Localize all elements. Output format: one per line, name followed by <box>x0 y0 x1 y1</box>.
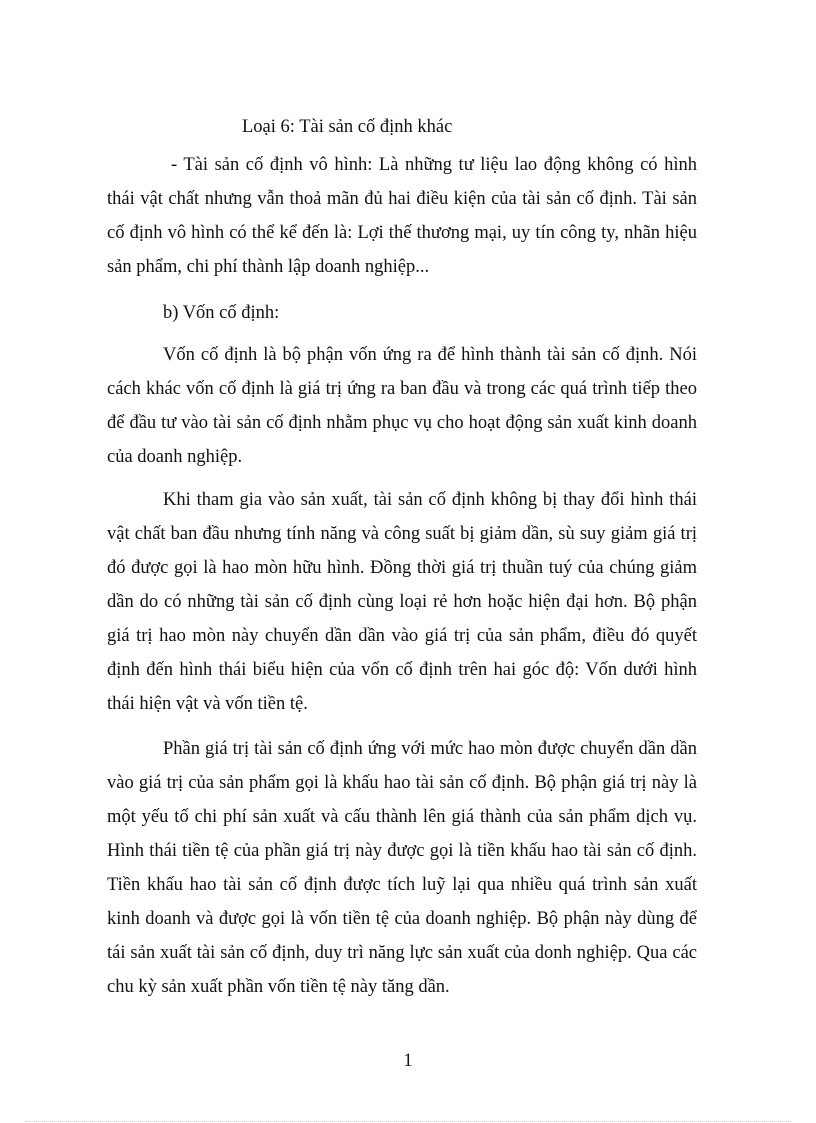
section-heading: Loại 6: Tài sản cố định khác <box>242 117 453 137</box>
paragraph-intangible-assets: - Tài sản cố định vô hình: Là những tư liệu lao động không có hình thái vật chất nhưng vẫn thoả mãn đủ hai điều kiện của tài sản cố định. Tài sản cố định vô hình có thể kể đến là: Lợi thế thương mại, uy tín công ty, nhãn hiệu sản phẩm, chi phí thành lập doanh nghiệp... <box>107 155 697 277</box>
paragraph-fixed-capital-definition: Vốn cố định là bộ phận vốn ứng ra để hình thành tài sản cố định. Nói cách khác vốn cố định là giá trị ứng ra ban đầu và trong các quá trình tiếp theo để đầu tư vào tài sản cố định nhằm phục vụ cho hoạt động sản xuất kinh doanh của doanh nghiệp. <box>107 345 697 467</box>
page-number: 1 <box>403 1051 413 1071</box>
page-bottom-border <box>25 1121 791 1122</box>
paragraph-depreciation-wear: Khi tham gia vào sản xuất, tài sản cố định không bị thay đổi hình thái vật chất ban đầu nhưng tính năng và công suất bị giảm dần, sù suy giảm giá trị đó được gọi là hao mòn hữu hình. Đồng thời giá trị thuần tuý của chúng giảm dần do có những tài sản cố định cùng loại rẻ hơn hoặc hiện đại hơn. Bộ phận giá trị hao mòn này chuyển dần dần vào giá trị của sản phẩm, điều đó quyết định đến hình thái biểu hiện của vốn cố định trên hai góc độ: Vốn dưới hình thái hiện vật và vốn tiền tệ. <box>107 490 697 714</box>
subsection-heading-fixed-capital: b) Vốn cố định: <box>163 303 280 323</box>
paragraph-depreciation-value: Phần giá trị tài sản cố định ứng với mức hao mòn được chuyển dần dần vào giá trị của sản phẩm gọi là khấu hao tài sản cố định. Bộ phận giá trị này là một yếu tố chi phí sản xuất và cấu thành lên giá thành của sản phẩm dịch vụ. Hình thái tiền tệ của phần giá trị này được gọi là tiền khấu hao tài sản cố định. Tiền khấu hao tài sản cố định được tích luỹ lại qua nhiều quá trình sản xuất kinh doanh và được gọi là vốn tiền tệ của doanh nghiệp. Bộ phận này dùng để tái sản xuất tài sản cố định, duy trì năng lực sản xuất của donh nghiệp. Qua các chu kỳ sản xuất phần vốn tiền tệ này tăng dần. <box>107 739 697 997</box>
